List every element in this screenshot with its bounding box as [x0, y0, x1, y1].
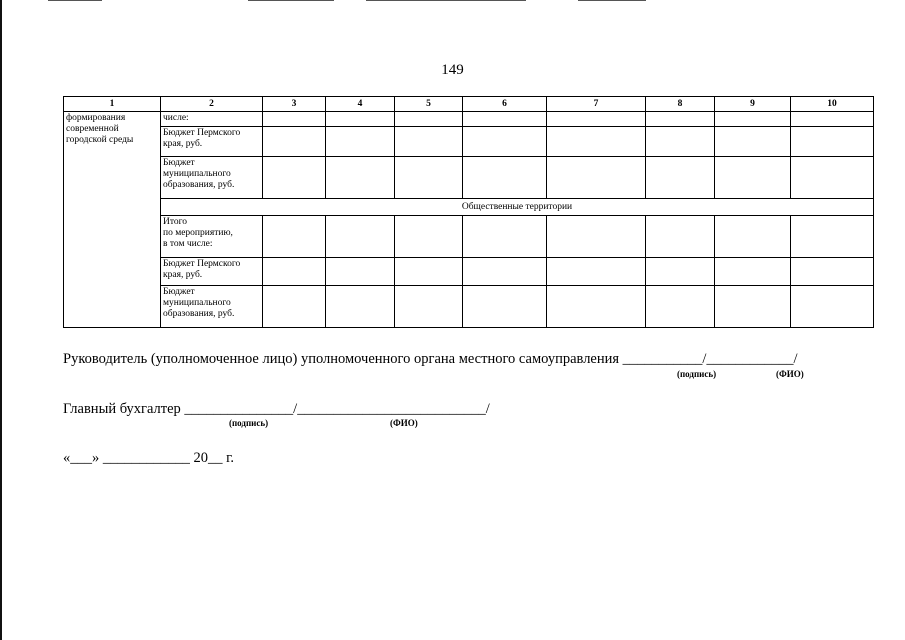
row-label: Итого по мероприятию, в том числе:: [161, 216, 263, 258]
section-row: [64, 199, 874, 216]
program-name-cell: формирования современной городской среды: [64, 112, 161, 328]
column-number: 7: [547, 97, 646, 112]
section-title: Общественные территории: [161, 199, 874, 216]
column-number: 3: [263, 97, 326, 112]
date-line: «___» ____________ 20__ г.: [63, 450, 235, 466]
row-label: Бюджет Пермского края, руб.: [161, 127, 263, 157]
row-label: числе:: [161, 112, 263, 127]
row-label: Бюджет муниципального образования, руб.: [161, 286, 263, 328]
page-edge: [0, 0, 2, 640]
column-number-row: [64, 97, 874, 112]
table-row: [64, 157, 874, 199]
row-label: Бюджет Пермского края, руб.: [161, 258, 263, 286]
column-number: 2: [161, 97, 263, 112]
table-row: [64, 127, 874, 157]
row-label: Бюджет муниципального образования, руб.: [161, 157, 263, 199]
table-row: [64, 112, 874, 127]
accountant-sign-caption: (подпись): [229, 418, 269, 428]
head-signature-line: Руководитель (уполномоченное лицо) уполномоченного органа местного самоуправления ___________/____________/: [63, 351, 798, 367]
column-number: 9: [715, 97, 791, 112]
accountant-signature-line: Главный бухгалтер _______________/__________________________/: [63, 401, 490, 417]
column-number: 8: [646, 97, 715, 112]
head-sign-caption: (подпись): [677, 369, 717, 379]
head-fio-caption: (ФИО): [776, 369, 804, 379]
page-number: 149: [441, 62, 464, 78]
column-number: 5: [395, 97, 463, 112]
table-row: [64, 258, 874, 286]
column-number: 10: [791, 97, 874, 112]
table-row: [64, 216, 874, 258]
column-number: 4: [326, 97, 395, 112]
table-row: [64, 286, 874, 328]
accountant-fio-caption: (ФИО): [390, 418, 418, 428]
column-number: 1: [64, 97, 161, 112]
budget-table: [63, 96, 874, 328]
column-number: 6: [463, 97, 547, 112]
